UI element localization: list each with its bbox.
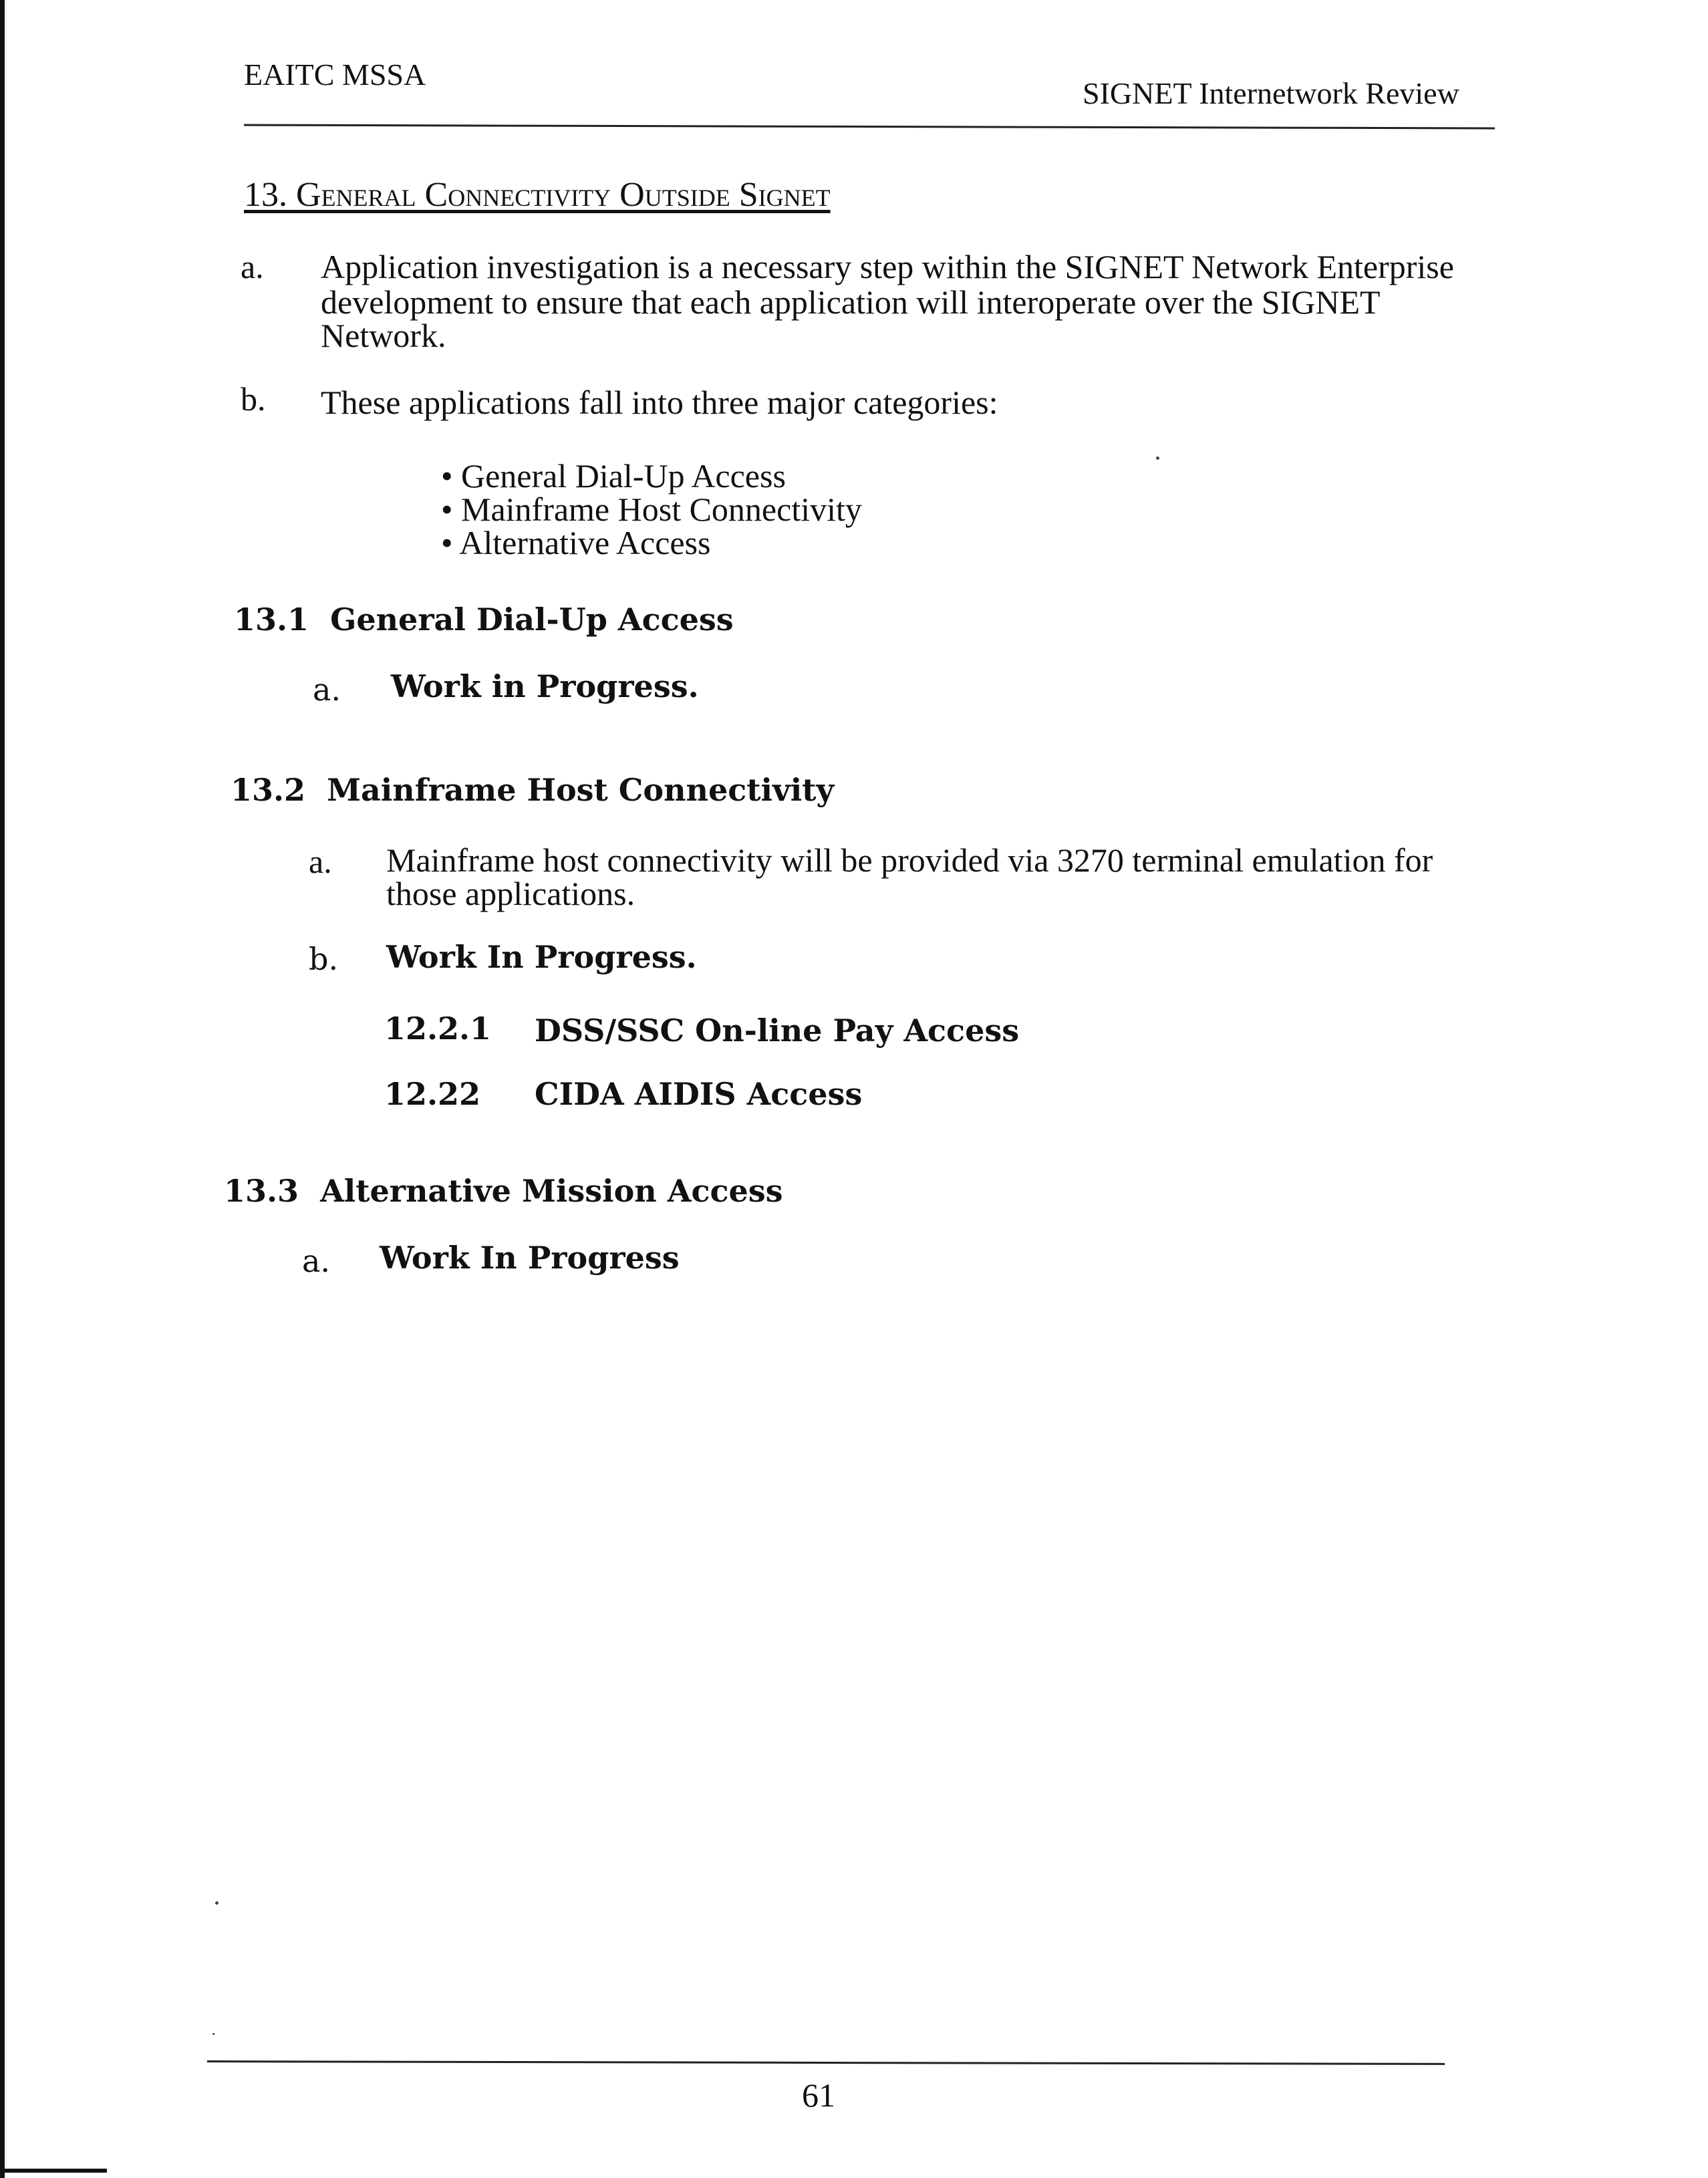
scan-speck <box>1156 456 1159 460</box>
section-13-item-a-marker: a. <box>241 248 264 285</box>
header-right: SIGNET Internetwork Review <box>1083 76 1459 110</box>
header-rule <box>244 124 1495 130</box>
scan-speck <box>215 1901 219 1905</box>
subsection-number: 12.2.1 <box>384 1010 492 1047</box>
section-13-3-heading: 13.3 Alternative Mission Access <box>224 1173 783 1209</box>
category-item: • Mainframe Host Connectivity <box>441 491 862 528</box>
scan-left-edge <box>0 0 5 2178</box>
subsection-title: CIDA AIDIS Access <box>535 1076 863 1112</box>
section-13-3-item-a-text: Work In Progress <box>380 1240 680 1276</box>
section-13-2-item-a-marker: a. <box>309 843 332 880</box>
footer-rule <box>207 2060 1445 2065</box>
page-number: 61 <box>802 2076 835 2114</box>
section-13-title: 13. General Connectivity Outside Signet <box>244 176 831 214</box>
section-13-2-heading: 13.2 Mainframe Host Connectivity <box>231 772 835 808</box>
section-13-item-b-marker: b. <box>241 380 266 418</box>
section-13-2-item-b-marker: b. <box>309 941 339 977</box>
section-13-2-item-b-text: Work In Progress. <box>386 939 697 975</box>
subsection-title: DSS/SSC On-line Pay Access <box>535 1012 1020 1049</box>
category-item: • Alternative Access <box>441 524 711 561</box>
section-13-item-a-line2: development to ensure that each application will interoperate over the SIGNET <box>321 283 1381 321</box>
section-13-3-item-a-marker: a. <box>302 1243 331 1279</box>
section-13-item-b-text: These applications fall into three major categories: <box>321 384 998 421</box>
scan-bottom-mark <box>0 2169 107 2173</box>
section-13-1-item-a-marker: a. <box>313 672 341 708</box>
section-13-1-item-a-text: Work in Progress. <box>391 668 699 704</box>
section-13-1-heading: 13.1 General Dial-Up Access <box>234 601 734 638</box>
header-left: EAITC MSSA <box>244 57 426 92</box>
subsection-number: 12.22 <box>384 1076 481 1112</box>
section-13-item-a-line3: Network. <box>321 317 446 354</box>
section-13-item-a-line1: Application investigation is a necessary step within the SIGNET Network Enterprise <box>321 248 1454 285</box>
category-item: • General Dial-Up Access <box>441 457 786 495</box>
section-13-2-item-a-line2: those applications. <box>386 875 635 912</box>
scan-speck <box>212 2033 215 2035</box>
section-13-2-item-a-line1: Mainframe host connectivity will be provided via 3270 terminal emulation for <box>386 841 1433 879</box>
